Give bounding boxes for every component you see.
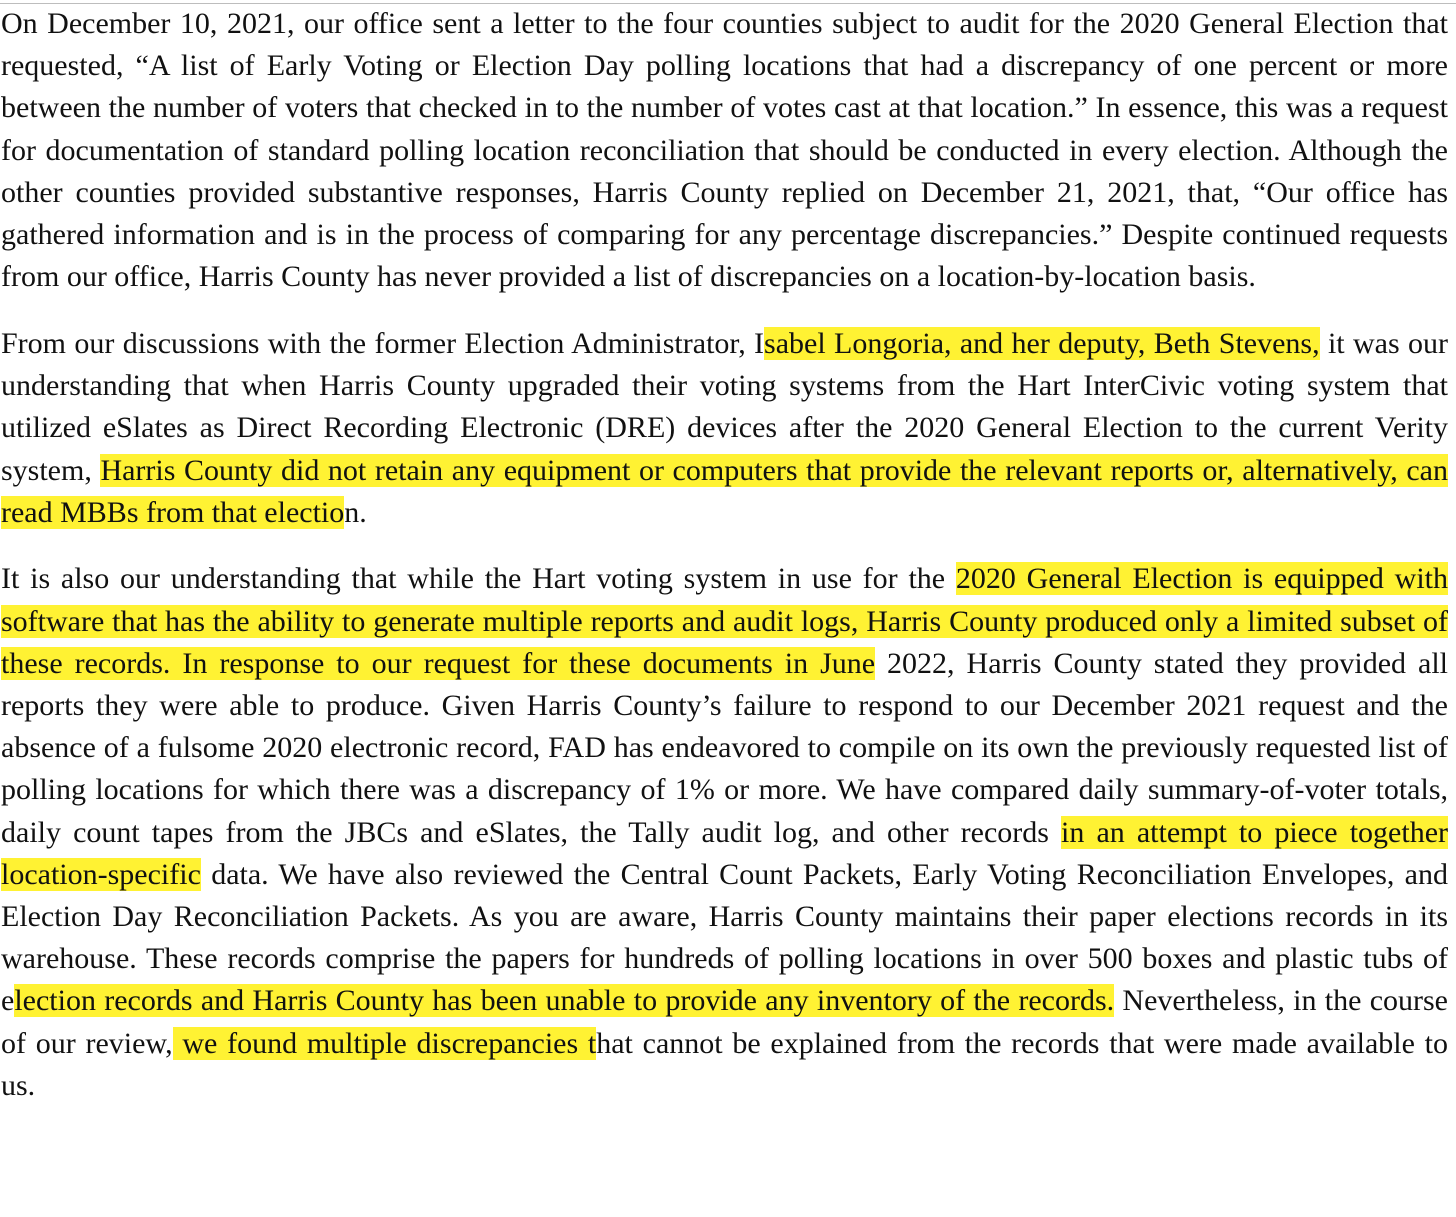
text-run: it was our understanding that when Harris County upgraded their voting systems from the Hart InterCivic voting system that utilized eSlates as Direct Recording Electronic (DRE) devices after the 2020 General Election to the current Verity system, <box>1 326 1448 487</box>
text-run: 2022, Harris County stated they provided all reports they were able to produce. Given Harris County’s failure to respond to our December 2021 request and the absence of a fulsome 2020 electronic record, FAD has endeavored to compile on its own the previously requested list of polling locations for which there was a discrepancy of 1% or more. We have compared daily summary-of-voter totals, daily count tapes from the JBCs and eSlates, the Tally audit log, and other records <box>1 646 1448 849</box>
text-run: n. <box>344 495 367 529</box>
paragraph-1 <box>1 3 1448 298</box>
text-run: hat cannot be explained from the records that were made available to us. <box>1 1026 1449 1102</box>
paragraph-2 <box>1 323 1448 534</box>
highlighted-text: 2020 General Election is equipped with software that has the ability to generate multiple reports and audit logs, Harris County produced only a limited subset of these records. In response to our request for these documents in June <box>1 562 1449 680</box>
text-run: It is also our understanding that while the Hart voting system in use for the <box>1 562 956 596</box>
highlighted-text: Harris County did not retain any equipment or computers that provide the relevant reports or, alternatively, can read MBBs from that electio <box>1 453 1448 529</box>
highlighted-text: lection records and Harris County has been unable to provide any inventory of the records. <box>14 984 1115 1018</box>
highlighted-text: sabel Longoria, and her deputy, Beth Stevens, <box>764 326 1320 360</box>
text-run: From our discussions with the former Election Administrator, I <box>1 326 765 360</box>
document-page <box>0 3 1456 1107</box>
text-run: Nevertheless, in the course of our review, <box>1 984 1448 1060</box>
highlighted-text: in an attempt to piece together location-specific <box>1 815 1448 891</box>
paragraph-3 <box>1 558 1448 1107</box>
paragraph-spacer <box>1 298 1448 323</box>
text-run: On December 10, 2021, our office sent a letter to the four counties subject to audit for the 2020 General Election that requested, “A list of Early Voting or Election Day polling locations that had a discrepancy of one percent or more between the number of voters that checked in to the number of votes cast at that location.” In essence, this was a request for documentation of standard polling location reconciliation that should be conducted in every election. Although the other counties provided substantive responses, Harris County replied on December 21, 2021, that, “Our office has gathered information and is in the process of comparing for any percentage discrepancies.” Despite continued requests from our office, Harris County has never provided a list of discrepancies on a location-by-location basis. <box>1 7 1448 294</box>
paragraph-spacer <box>1 534 1448 559</box>
highlighted-text: we found multiple discrepancies t <box>172 1026 597 1060</box>
text-run: data. We have also reviewed the Central Count Packets, Early Voting Reconciliation Envelopes, and Election Day Reconciliation Packets. As you are aware, Harris County maintains their paper elections records in its warehouse. These records comprise the papers for hundreds of polling locations in over 500 boxes and plastic tubs of e <box>1 857 1448 1018</box>
